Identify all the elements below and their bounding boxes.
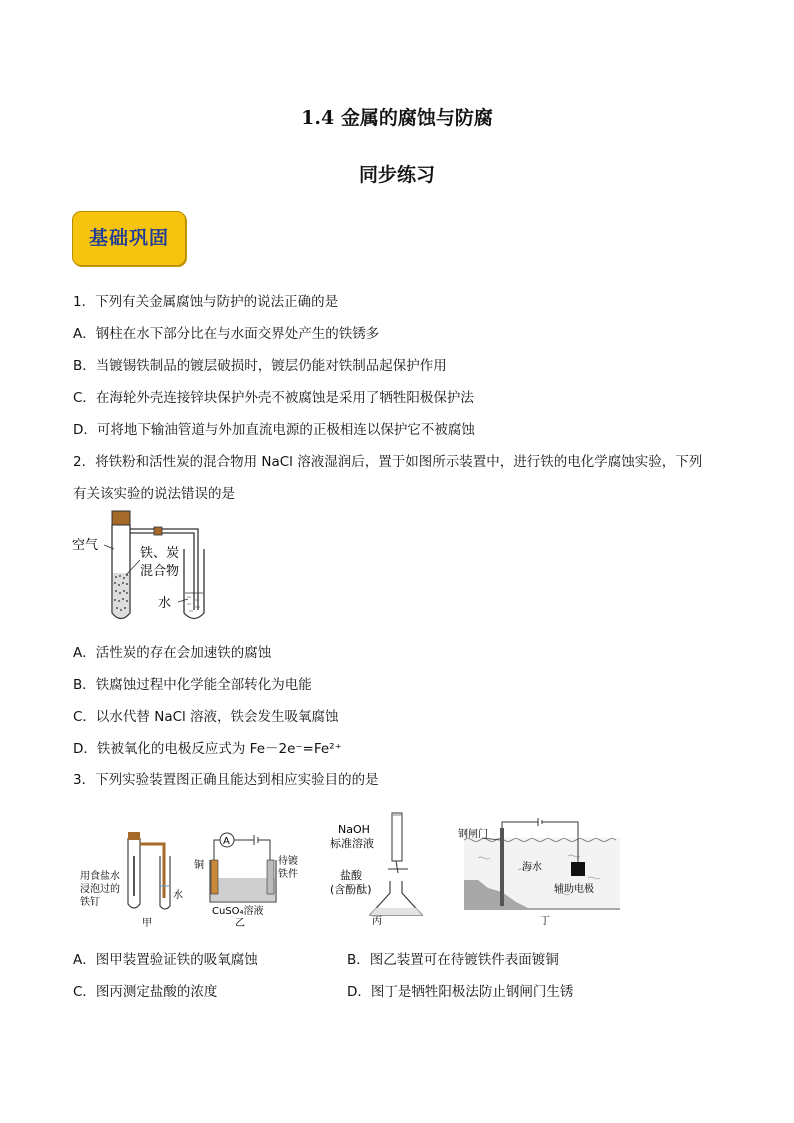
yi-caption: 乙 <box>235 918 245 929</box>
yi-solution: CuSO₄溶液 <box>212 906 264 917</box>
yi-ammeter: A <box>223 836 230 847</box>
question-2-option-d: D．铁被氧化的电极反应式为 Fe－2e⁻=Fe²⁺ <box>73 741 342 757</box>
bing-acid-1: 盐酸 <box>340 869 362 882</box>
figure-label-air: 空气 <box>72 538 99 553</box>
jia-label-2: 浸泡过的 <box>80 884 120 895</box>
yi-right-label-1: 待镀 <box>278 856 298 867</box>
bing-reagent-1: NaOH <box>338 823 370 836</box>
jia-caption: 甲 <box>142 918 152 929</box>
figure-label-water: 水 <box>158 596 172 611</box>
yi-left-label: 铜 <box>194 860 204 871</box>
question-3-option-c: C．图丙测定盐酸的浓度 <box>73 984 218 1000</box>
section-badge <box>72 211 186 266</box>
question-1-option-d: D．可将地下输油管道与外加直流电源的正极相连以保护它不被腐蚀 <box>73 422 475 438</box>
question-2-option-c: C．以水代替 NaCl 溶液，铁会发生吸氧腐蚀 <box>73 709 339 725</box>
question-2-stem-line2: 有关该实验的说法错误的是 <box>73 486 235 502</box>
figure-label-mix2: 混合物 <box>140 564 180 579</box>
yi-right-label-2: 铁件 <box>278 869 298 880</box>
question-3-option-d: D．图丁是牺牲阳极法防止钢闸门生锈 <box>347 984 574 1000</box>
question-2-option-a: A．活性炭的存在会加速铁的腐蚀 <box>73 645 272 661</box>
bing-acid-2: (含酚酞) <box>330 883 372 896</box>
page-subtitle: 同步练习 <box>358 164 435 186</box>
bing-reagent-2: 标准溶液 <box>330 837 374 850</box>
section-badge-label: 基础巩固 <box>88 227 169 249</box>
figure-label-mix1: 铁、炭 <box>140 546 180 561</box>
question-2-figure <box>70 505 220 625</box>
page-title: 1.4 金属的腐蚀与防腐 <box>301 107 493 129</box>
question-3-option-a: A．图甲装置验证铁的吸氧腐蚀 <box>73 952 258 968</box>
question-3-option-b: B．图乙装置可在待镀铁件表面镀铜 <box>347 952 559 968</box>
question-2-option-b: B．铁腐蚀过程中化学能全部转化为电能 <box>73 677 312 693</box>
figure-yi <box>192 830 302 930</box>
figure-jia <box>76 826 196 930</box>
ding-sea: 海水 <box>522 862 542 873</box>
figure-ding <box>458 818 624 930</box>
figure-bing <box>326 803 446 927</box>
ding-caption: 丁 <box>540 916 550 927</box>
jia-water: 水 <box>173 890 183 901</box>
ding-gate: 钢闸门 <box>458 829 488 840</box>
question-2-stem-line1: 2．将铁粉和活性炭的混合物用 NaCl 溶液湿润后，置于如图所示装置中，进行铁的电化学腐蚀实验，下列 <box>73 454 703 470</box>
question-1-stem: 1．下列有关金属腐蚀与防护的说法正确的是 <box>73 294 339 310</box>
ding-electrode: 辅助电极 <box>554 884 594 895</box>
jia-label-3: 铁钉 <box>80 897 100 908</box>
question-1-option-a: A．钢柱在水下部分比在与水面交界处产生的铁锈多 <box>73 326 380 342</box>
jia-label-1: 用食盐水 <box>80 871 120 882</box>
question-1-option-c: C．在海轮外壳连接锌块保护外壳不被腐蚀是采用了牺牲阳极保护法 <box>73 390 474 406</box>
question-1-option-b: B．当镀锡铁制品的镀层破损时，镀层仍能对铁制品起保护作用 <box>73 358 447 374</box>
question-3-stem: 3．下列实验装置图正确且能达到相应实验目的的是 <box>73 772 379 788</box>
bing-caption: 丙 <box>372 916 382 927</box>
